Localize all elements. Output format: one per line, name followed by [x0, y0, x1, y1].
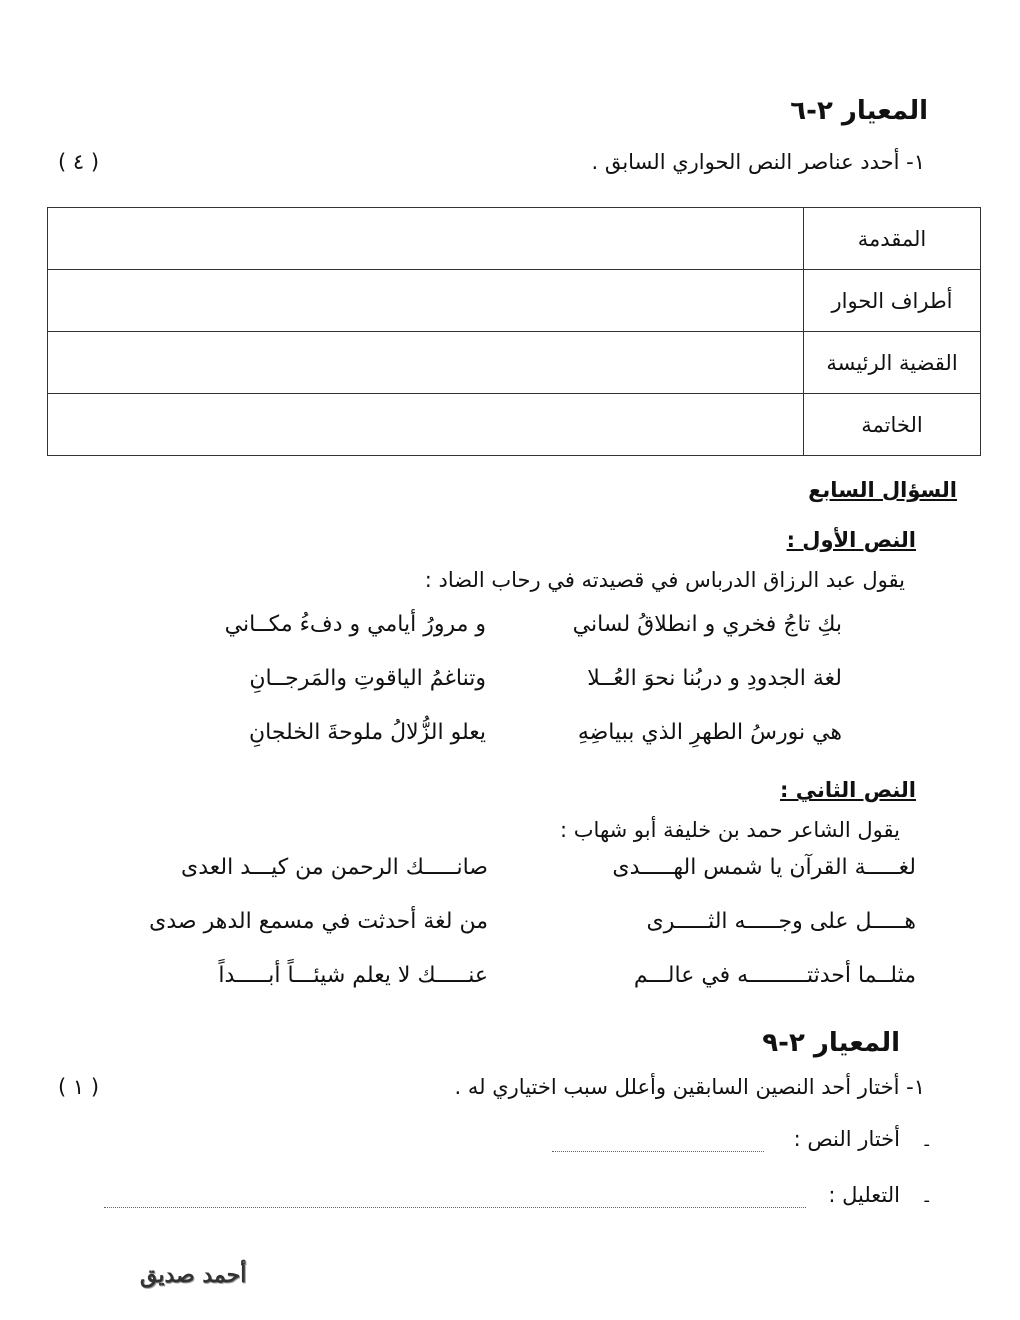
choose-text-answer-line[interactable] [552, 1151, 764, 1152]
answer-cell-main-issue[interactable] [48, 332, 804, 394]
reason-answer-line[interactable] [104, 1207, 806, 1208]
question-2-mark: ( ١ ) [58, 1075, 100, 1099]
text-2-title: النص الثاني : [780, 778, 916, 802]
row-label-conclusion: الخاتمة [804, 394, 981, 456]
choose-text-label: أختار النص : [793, 1127, 900, 1151]
text-1-intro: يقول عبد الرزاق الدرباس في قصيدته في رحاب الضاد : [424, 568, 905, 592]
question-7-title: السؤال السابع [808, 478, 957, 502]
row-label-intro: المقدمة [804, 208, 981, 270]
answer-cell-intro[interactable] [48, 208, 804, 270]
text-1-verse-2-right: لغة الجدودِ و دربُنا نحوَ العُــلا [587, 666, 842, 691]
author-signature: أحمد صديق [140, 1262, 247, 1288]
text-1-verse-1-left: و مرورُ أيامي و دفءُ مكــاني [224, 612, 486, 637]
table-row [48, 394, 981, 456]
standard-title-1: المعيار ٢-٦ [790, 96, 928, 126]
table-row [48, 270, 981, 332]
reason-label: التعليل : [828, 1183, 900, 1207]
text-2-verse-2-left: من لغة أحدثت في مسمع الدهر صدى [149, 909, 488, 934]
question-2-text: ١- أختار أحد النصين السابقين وأعلل سبب اختياري له . [454, 1075, 925, 1099]
dialogue-elements-table [47, 207, 981, 456]
text-1-verse-3-right: هي نورسُ الطهرِ الذي ببياضِهِ [577, 720, 842, 745]
row-label-main-issue: القضية الرئيسة [804, 332, 981, 394]
text-1-verse-1-right: بكِ تاجُ فخري و انطلاقُ لساني [572, 612, 842, 637]
text-2-intro: يقول الشاعر حمد بن خليفة أبو شهاب : [560, 818, 900, 842]
answer-cell-parties[interactable] [48, 270, 804, 332]
bullet-choose: - [923, 1134, 930, 1155]
text-1-verse-2-left: وتناغمُ الياقوتِ والمَرجــانِ [249, 666, 486, 691]
text-1-title: النص الأول : [786, 528, 916, 552]
text-2-verse-1-right: لغـــــة القرآن يا شمس الهـــــدى [612, 855, 916, 880]
question-1-text: ١- أحدد عناصر النص الحواري السابق . [591, 150, 925, 174]
text-2-verse-3-right: مثلــما أحدثتـــــــــه في عالـــم [633, 963, 916, 988]
answer-cell-conclusion[interactable] [48, 394, 804, 456]
bullet-reason: - [923, 1190, 930, 1211]
text-2-verse-1-left: صانـــــك الرحمن من كيـــد العدى [181, 855, 488, 880]
text-1-verse-3-left: يعلو الزُّلالُ ملوحةَ الخلجانِ [248, 720, 486, 745]
text-2-verse-3-left: عنـــــك لا يعلم شيئـــاً أبـــــداً [218, 963, 488, 988]
text-2-verse-2-right: هـــــل على وجـــــه الثـــــرى [646, 909, 916, 934]
table-row [48, 208, 981, 270]
standard-title-2: المعيار ٢-٩ [762, 1028, 900, 1058]
row-label-parties: أطراف الحوار [804, 270, 981, 332]
table-row [48, 332, 981, 394]
question-1-mark: ( ٤ ) [58, 150, 100, 174]
